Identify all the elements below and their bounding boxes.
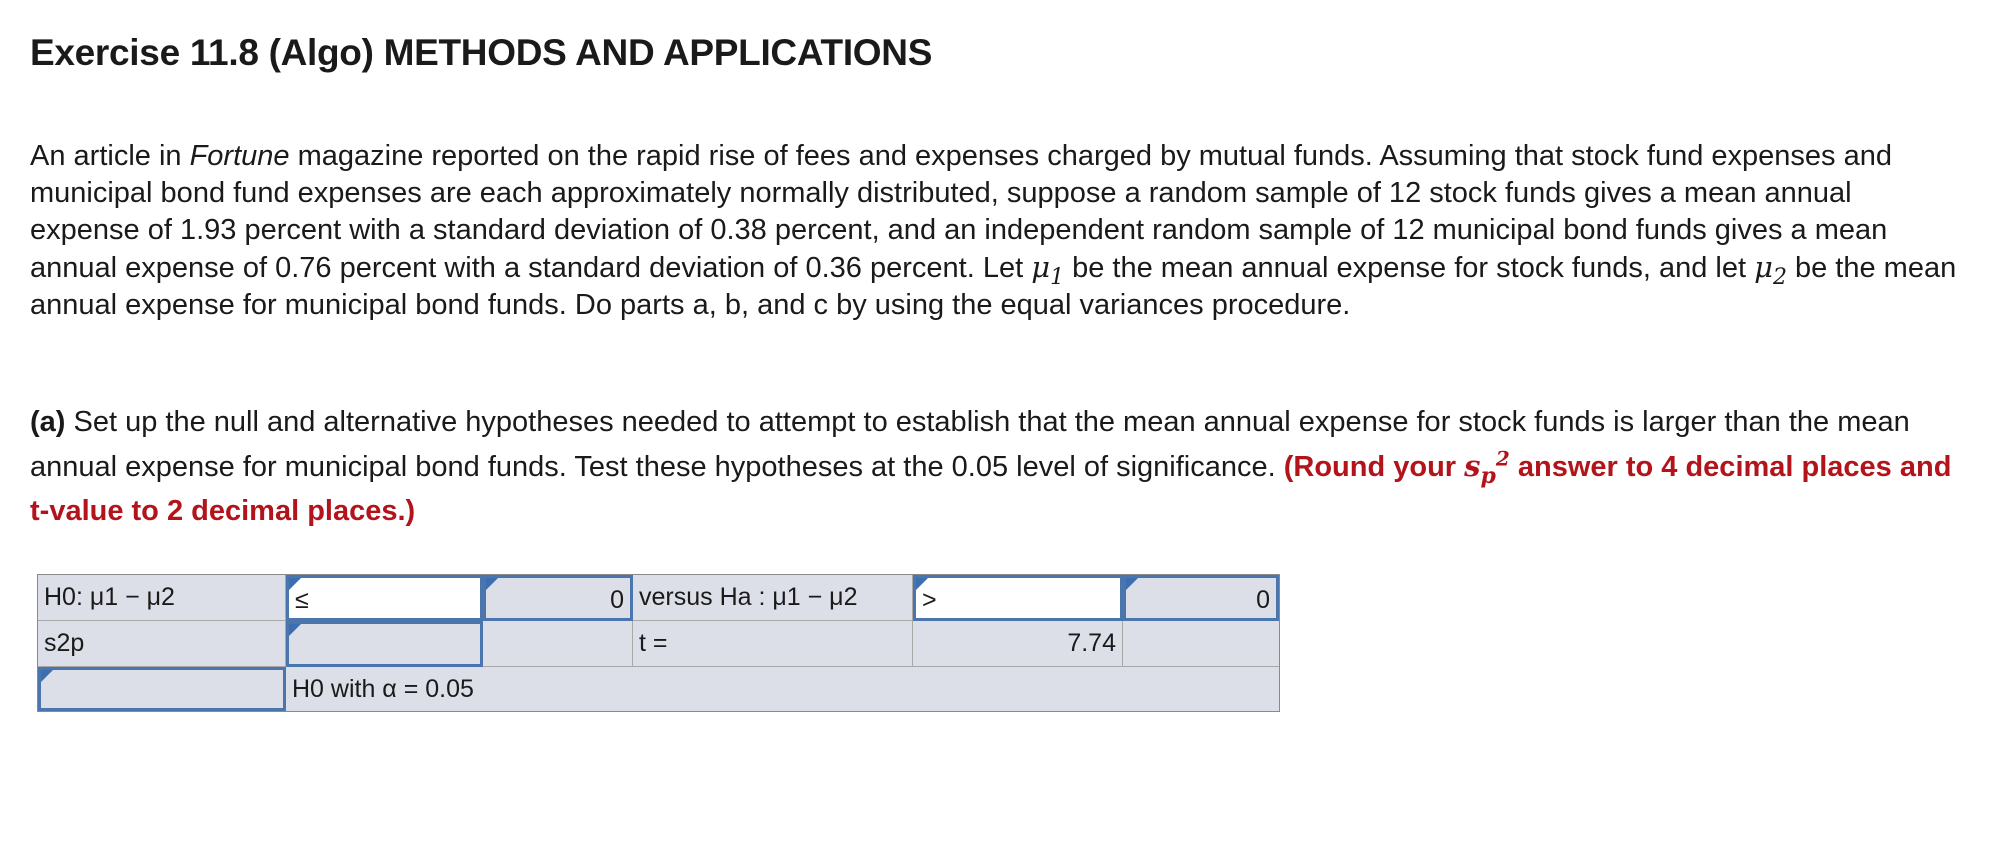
intro-text-1: An article in [30, 140, 190, 172]
t-value: 7.74 [913, 621, 1123, 667]
decision-dropdown[interactable] [38, 667, 286, 711]
magazine-name: Fortune [189, 140, 290, 172]
part-a-question [30, 400, 1960, 533]
ha-operator-dropdown[interactable]: > [913, 575, 1123, 621]
rounding-instruction: (Round your $s_p^2$ answer to 4 decimal places and t-value to 2 decimal places.) [30, 446, 1952, 527]
intro-text-4: be the mean annual expense for municipal bond funds. Do parts a, b, and c by using the equal variances procedure. [30, 252, 1957, 321]
decision-text: H0 with α = 0.05 [292, 675, 474, 703]
part-a-text: Set up the null and alternative hypotheses needed to attempt to establish that the mean annual expense for stock funds is larger than the mean annual expense for municipal bond funds. Test these hypotheses at the 0.05 level of significance. [30, 406, 1910, 483]
problem-statement [30, 138, 1960, 324]
empty-cell [1123, 621, 1279, 667]
h0-label: H0: μ1 − μ2 [38, 575, 286, 621]
mu1-symbol: $\mu_1$ [1031, 250, 1065, 290]
part-a-label: (a) [30, 406, 66, 438]
s2p-label: s2p [38, 621, 286, 667]
ha-value-field[interactable]: 0 [1123, 575, 1279, 621]
exercise-title: Exercise 11.8 (Algo) METHODS AND APPLICATIONS [30, 32, 933, 73]
sp-squared-symbol: $s_p^2$ [1464, 446, 1510, 489]
intro-text-2: magazine reported on the rapid rise of fees and expenses charged by mutual funds. Assuming that stock fund expenses and municipal bond fund expenses are each approximately normally distributed, suppose a random sample of 12 stock funds gives a mean annual expense of 1.93 percent with a standard deviation of 0.38 percent, and an independent random sample of 12 municipal bond funds gives a mean annual expense of 0.76 percent with a standard deviation of 0.36 percent. Let [30, 140, 1892, 284]
intro-text-3: be the mean annual expense for stock funds, and let [1064, 252, 1755, 284]
mu2-symbol: $\mu_2$ [1754, 250, 1787, 290]
h0-value-field[interactable]: 0 [483, 575, 633, 621]
empty-cell [483, 621, 633, 667]
t-label: t = [633, 621, 913, 667]
hypothesis-answer-table [37, 574, 1280, 712]
h0-operator-dropdown[interactable]: ≤ [286, 575, 483, 621]
s2p-input[interactable] [286, 621, 483, 667]
ha-label: versus Ha : μ1 − μ2 [633, 575, 913, 621]
